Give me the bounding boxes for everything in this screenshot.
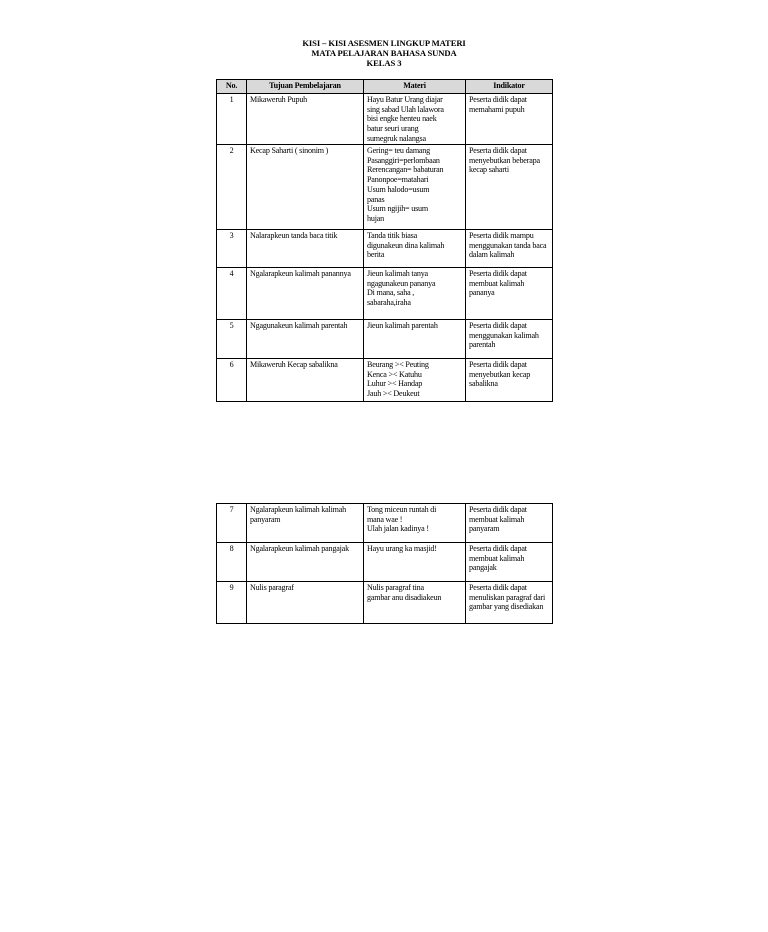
document-title — [216, 38, 552, 68]
materi-line: Rerencangan= babaturan — [367, 165, 444, 175]
title-line-1: KISI – KISI ASESMEN LINGKUP MATERI — [302, 38, 466, 48]
materi-cell — [364, 504, 466, 543]
materi-line: sing sabad Ulah lalawora — [367, 104, 444, 114]
materi-line: Beurang >< Peuting — [367, 360, 429, 369]
title-line-3: KELAS 3 — [366, 58, 402, 68]
materi-line: Nulis paragraf tina — [367, 583, 424, 592]
materi-line: mana wae ! — [367, 514, 403, 524]
materi-line: digunakeun dina kalimah — [367, 240, 445, 250]
kisi-table-page-2 — [216, 503, 553, 624]
materi-line: Luhur >< Handap — [367, 379, 423, 389]
tujuan-cell: Ngagunakeun kalimah parentah — [247, 320, 364, 359]
materi-line: gambar anu disadiakeun — [367, 592, 442, 602]
materi-line: Tanda titik biasa — [367, 231, 417, 240]
table-row — [217, 543, 553, 582]
materi-line: Panonpoe=matahari — [367, 175, 429, 185]
materi-line: Jauh >< Deukeut — [367, 389, 420, 399]
materi-cell — [364, 320, 466, 359]
materi-line: sumegruk nalangsa — [367, 133, 426, 143]
materi-cell — [364, 359, 466, 402]
table-body — [217, 504, 553, 624]
materi-cell — [364, 230, 466, 268]
materi-cell — [364, 94, 466, 145]
indikator-cell: Peserta didik dapat membuat kalimah pananya — [466, 268, 553, 320]
row-number: 8 — [217, 543, 247, 582]
table-header-row — [217, 80, 553, 94]
table-body — [217, 94, 553, 402]
tujuan-cell: Kecap Saharti ( sinonim ) — [247, 145, 364, 230]
table-row — [217, 504, 553, 543]
materi-cell — [364, 145, 466, 230]
indikator-cell: Peserta didik dapat memahami pupuh — [466, 94, 553, 145]
row-number: 3 — [217, 230, 247, 268]
materi-line: sabaraha,iraha — [367, 298, 411, 308]
table-row — [217, 320, 553, 359]
materi-line: Gering= teu damang — [367, 146, 430, 155]
indikator-cell: Peserta didik dapat menggunakan kalimah parentah — [466, 320, 553, 359]
indikator-cell: Peserta didik dapat membuat kalimah panyaram — [466, 504, 553, 543]
table-row — [217, 582, 553, 624]
table-row — [217, 230, 553, 268]
row-number: 1 — [217, 94, 247, 145]
materi-line: hujan — [367, 213, 384, 223]
materi-cell — [364, 268, 466, 320]
materi-line: Hayu Batur Urang diajar — [367, 95, 443, 104]
tujuan-cell: Ngalarapkeun kalimah kalimah panyaram — [247, 504, 364, 543]
row-number: 6 — [217, 359, 247, 402]
tujuan-cell: Ngalarapkeun kalimah pangajak — [247, 543, 364, 582]
indikator-cell: Peserta didik dapat menuliskan paragraf dari gambar yang disediakan — [466, 582, 553, 624]
materi-cell — [364, 582, 466, 624]
table-row — [217, 268, 553, 320]
tujuan-cell: Nulis paragraf — [247, 582, 364, 624]
materi-line: Di mana, saha , — [367, 288, 415, 298]
row-number: 7 — [217, 504, 247, 543]
materi-line: Hayu urang ka masjid! — [367, 544, 437, 553]
row-number: 2 — [217, 145, 247, 230]
tujuan-cell: Nalarapkeun tanda baca titik — [247, 230, 364, 268]
materi-line: batur seuri urang — [367, 124, 419, 134]
kisi-table-page-1 — [216, 79, 553, 402]
row-number: 4 — [217, 268, 247, 320]
materi-line: bisi engke henteu naek — [367, 114, 437, 124]
indikator-cell: Peserta didik dapat menyebutkan kecap sabalikna — [466, 359, 553, 402]
materi-line: ngagunakeun pananya — [367, 278, 436, 288]
table-row — [217, 359, 553, 402]
materi-line: Ulah jalan kadinya ! — [367, 524, 429, 534]
indikator-cell: Peserta didik dapat menyebutkan beberapa kecap saharti — [466, 145, 553, 230]
column-header-materi: Materi — [364, 80, 466, 94]
tujuan-cell: Mikaweruh Kecap sabalikna — [247, 359, 364, 402]
materi-line: Usum halodo=usum — [367, 184, 430, 194]
title-line-2: MATA PELAJARAN BAHASA SUNDA — [311, 48, 457, 58]
indikator-cell: Peserta didik mampu menggunakan tanda baca dalam kalimah — [466, 230, 553, 268]
row-number: 9 — [217, 582, 247, 624]
table-row — [217, 94, 553, 145]
materi-line: Kenca >< Katuhu — [367, 369, 422, 379]
column-header-no: No. — [217, 80, 247, 94]
row-number: 5 — [217, 320, 247, 359]
tujuan-cell: Mikaweruh Pupuh — [247, 94, 364, 145]
column-header-indikator: Indikator — [466, 80, 553, 94]
materi-line: Tong miceun runtah di — [367, 505, 437, 514]
materi-line: Jieun kalimah tanya — [367, 269, 428, 278]
materi-line: Usum ngijih= usum — [367, 204, 428, 214]
materi-cell — [364, 543, 466, 582]
column-header-tujuan: Tujuan Pembelajaran — [247, 80, 364, 94]
materi-line: berita — [367, 250, 385, 260]
table-row — [217, 145, 553, 230]
indikator-cell: Peserta didik dapat membuat kalimah pangajak — [466, 543, 553, 582]
materi-line: panas — [367, 194, 385, 204]
materi-line: Jieun kalimah parentah — [367, 321, 438, 330]
materi-line: Pasanggiri=perlombaan — [367, 155, 440, 165]
tujuan-cell: Ngalarapkeun kalimah panannya — [247, 268, 364, 320]
